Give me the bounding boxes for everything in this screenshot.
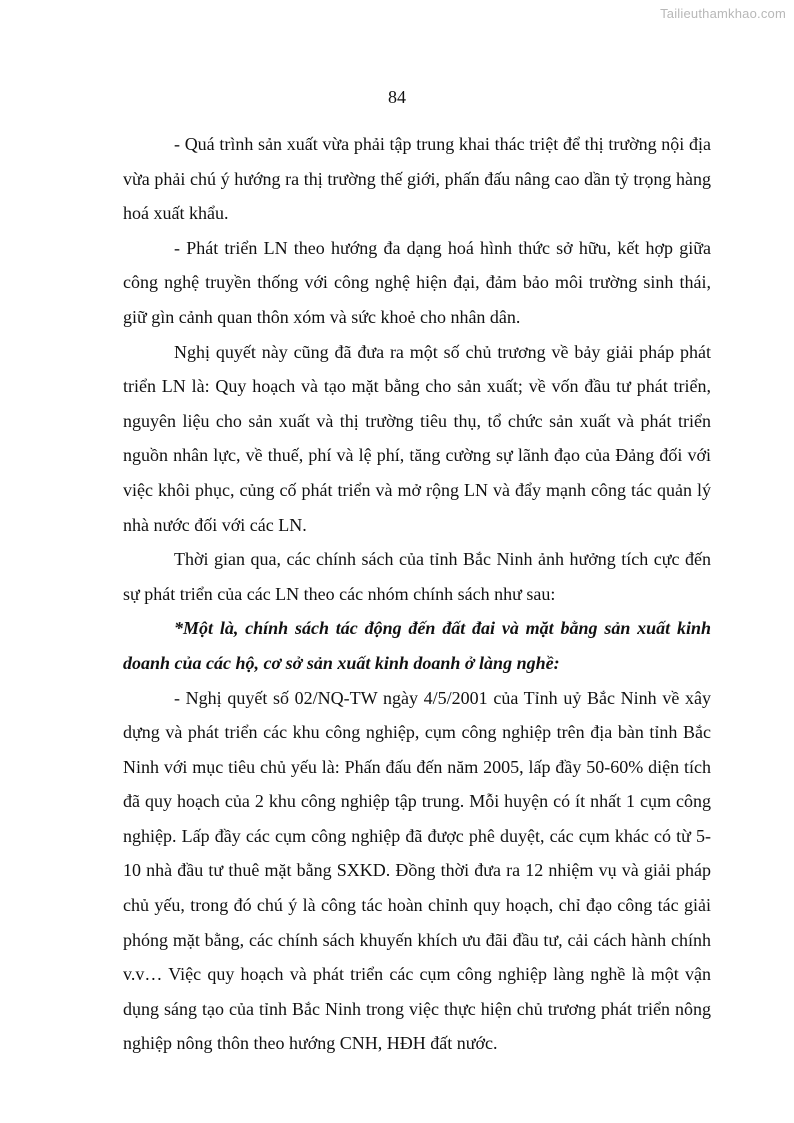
page-number: 84 — [388, 87, 406, 107]
paragraph-ownership-diversification: - Phát triển LN theo hướng đa dạng hoá hình thức sở hữu, kết hợp giữa công nghệ truyền thống với công nghệ hiện đại, đảm bảo môi trường sinh thái, giữ gìn cảnh quan thôn xóm và sức khoẻ cho nhân dân. — [123, 237, 711, 327]
section-heading-land-policy: *Một là, chính sách tác động đến đất đai và mặt bằng sản xuất kinh doanh của các hộ, cơ sở sản xuất kinh doanh ở làng nghề: — [123, 618, 711, 673]
document-body — [123, 127, 711, 1061]
paragraph-resolution-02: - Nghị quyết số 02/NQ-TW ngày 4/5/2001 của Tỉnh uỷ Bắc Ninh về xây dựng và phát triển các khu công nghiệp, cụm công nghiệp trên địa bàn tỉnh Bắc Ninh với mục tiêu chủ yếu là: Phấn đấu đến năm 2005, lấp đầy 50-60% diện tích đã quy hoạch của 2 khu công nghiệp tập trung. Mỗi huyện có ít nhất 1 cụm công nghiệp. Lấp đầy các cụm công nghiệp đã được phê duyệt, các cụm khác có từ 5-10 nhà đầu tư thuê mặt bằng SXKD. Đồng thời đưa ra 12 nhiệm vụ và giải pháp chủ yếu, trong đó chú ý là công tác hoàn chỉnh quy hoạch, chỉ đạo công tác giải phóng mặt bằng, các chính sách khuyến khích ưu đãi đầu tư, cải cách hành chính v.v… Việc quy hoạch và phát triển các cụm công nghiệp làng nghề là một vận dụng sáng tạo của tỉnh Bắc Ninh trong việc thực hiện chủ trương phát triển nông nghiệp nông thôn theo hướng CNH, HĐH đất nước. — [123, 687, 711, 1054]
paragraph-policy-groups-intro: Thời gian qua, các chính sách của tỉnh Bắc Ninh ảnh hưởng tích cực đến sự phát triển của các LN theo các nhóm chính sách như sau: — [123, 549, 711, 604]
watermark-text: Tailieuthamkhao.com — [660, 6, 786, 21]
paragraph-seven-solutions: Nghị quyết này cũng đã đưa ra một số chủ trương về bảy giải pháp phát triển LN là: Quy hoạch và tạo mặt bằng cho sản xuất; về vốn đầu tư phát triển, nguyên liệu cho sản xuất và thị trường tiêu thụ, tổ chức sản xuất và phát triển nguồn nhân lực, về thuế, phí và lệ phí, tăng cường sự lãnh đạo của Đảng đối với việc khôi phục, củng cố phát triển và mở rộng LN và đẩy mạnh công tác quản lý nhà nước đối với các LN. — [123, 341, 711, 535]
paragraph-domestic-market: - Quá trình sản xuất vừa phải tập trung khai thác triệt để thị trường nội địa vừa phải chú ý hướng ra thị trường thế giới, phấn đấu nâng cao dần tỷ trọng hàng hoá xuất khẩu. — [123, 134, 711, 224]
